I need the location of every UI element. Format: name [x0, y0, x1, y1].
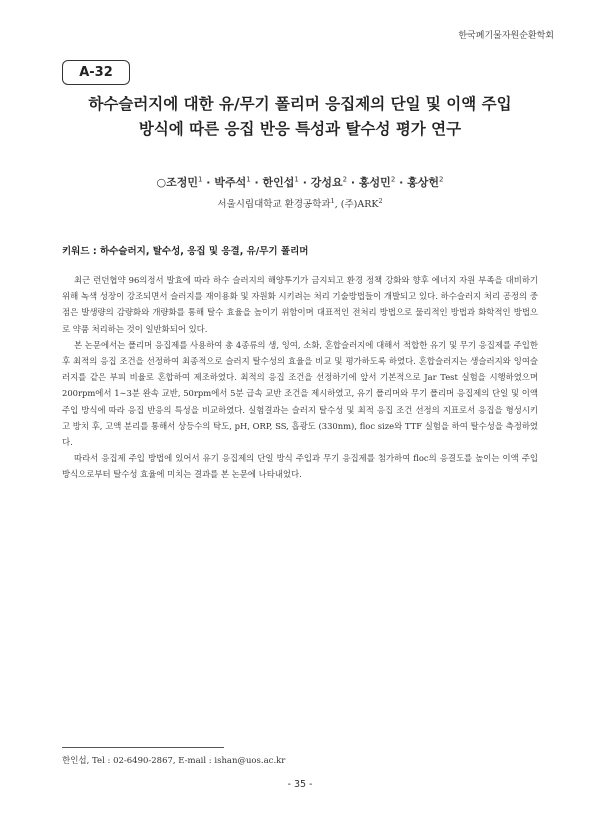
abstract-id-badge	[62, 60, 130, 85]
author-separator: ·	[347, 176, 359, 189]
author-name: 홍성민	[358, 176, 391, 189]
author-affil-sup: 1	[198, 175, 203, 184]
author-separator: ·	[395, 176, 408, 189]
affiliations	[0, 196, 600, 210]
author-name: 홍상헌	[407, 176, 440, 189]
author-separator: ·	[298, 176, 311, 189]
author-name: 조정민	[166, 176, 198, 189]
author-affil-sup: 1	[246, 175, 251, 184]
author-name: 한인섭	[262, 176, 295, 189]
affiliation-2: (주)ARK	[340, 199, 379, 210]
author-affil-sup: 2	[342, 175, 348, 184]
author-separator: ·	[250, 176, 263, 189]
page-number: - 35 -	[287, 779, 313, 790]
affiliation-1: 서울시립대학교 환경공학과	[217, 199, 331, 210]
journal-header: 한국폐기물자원순환학회	[458, 31, 554, 41]
author-affil-sup: 1	[294, 175, 299, 184]
abstract-body	[62, 272, 538, 483]
body-paragraph-3: 따라서 응집제 주입 방법에 있어서 유기 응집제의 단일 방식 주입과 무기 응집제를 첨가하여 floc의 응결도를 높이는 이액 주입 방식으로부터 탈수성 효율에 미치는 결과를 본 논문에 나타내었다.	[62, 453, 538, 480]
abstract-id-label: A-32	[79, 65, 113, 80]
affiliation-2-sup: 2	[378, 196, 383, 205]
author-affil-sup: 2	[390, 175, 396, 184]
body-paragraph-1: 최근 런던협약 96의정서 발효에 따라 하수 슬러지의 해양투기가 금지되고 환경 정책 강화와 향후 에너지 자원 부족을 대비하기 위해 녹색 성장이 강조되면서 슬러지를 재이용화 및 자원화 시키려는 처리 기술방법들이 개발되고 있다. 하수슬러지 처리 공정의 중점은 발생량의 감량화와 개량화를 통해 탈수 효율을 높이기 위함이며 대표적인 전처리 방법으로 물리적인 방법과 화학적인 방법으로 약품 처리하는 것이 일반화되어 있다.	[62, 275, 538, 334]
affiliation-separator: ,	[334, 199, 341, 210]
author-name: 강성요	[310, 176, 343, 189]
corresponding-author-footnote: 한인섭, Tel : 02-6490-2867, E-mail : ishan@uos.ac.kr	[62, 756, 286, 766]
keywords: 키워드 : 하수슬러지, 탈수성, 응집 및 응결, 유/무기 폴리머	[62, 246, 309, 257]
presenter-marker: ○	[156, 176, 167, 189]
body-paragraph-2: 본 논문에서는 폴리머 응집제를 사용하여 총 4종류의 생, 잉여, 소화, 혼합슬러지에 대해서 적합한 유기 및 무기 응집제를 주입한 후 최적의 응집 조건을 선정하여 최종적으로 슬러지 탈수성의 효율을 비교 및 평가하도록 하였다. 혼합슬러지는 생슬러지와 잉여슬러지를 같은 부피 비율로 혼합하여 제조하였다. 최적의 응집 조건을 선정하기에 앞서 기본적으로 Jar Test 실험을 시행하였으며 200rpm에서 1∼3분 완속 교반, 50rpm에서 5분 급속 교반 조건을 제시하였고, 유기 폴리머와 무기 폴리머 응집제의 단일 및 이액 주입 방식에 따라 응집 반응의 특성을 비교하였다. 실험결과는 슬러지 탈수성 및 최적 응집 조건 선정의 지표로서 응집을 형성시키고 방치 후, 고액 분리를 통해서 상등수의 탁도, pH, ORP, SS, 흡광도 (330nm), floc size와 TTF 실험을 하여 탈수성을 측정하였다.	[62, 339, 538, 448]
author-list	[0, 174, 600, 190]
paper-title	[40, 92, 560, 142]
title-line-2: 방식에 따른 응집 반응 특성과 탈수성 평가 연구	[138, 120, 462, 138]
footnote-divider	[62, 747, 224, 748]
author-name: 박주석	[214, 176, 247, 189]
author-affil-sup: 2	[439, 175, 444, 184]
affiliation-1-sup: 1	[330, 196, 335, 205]
author-separator: ·	[202, 176, 215, 189]
title-line-1: 하수슬러지에 대한 유/무기 폴리머 응집제의 단일 및 이액 주입	[88, 95, 512, 113]
